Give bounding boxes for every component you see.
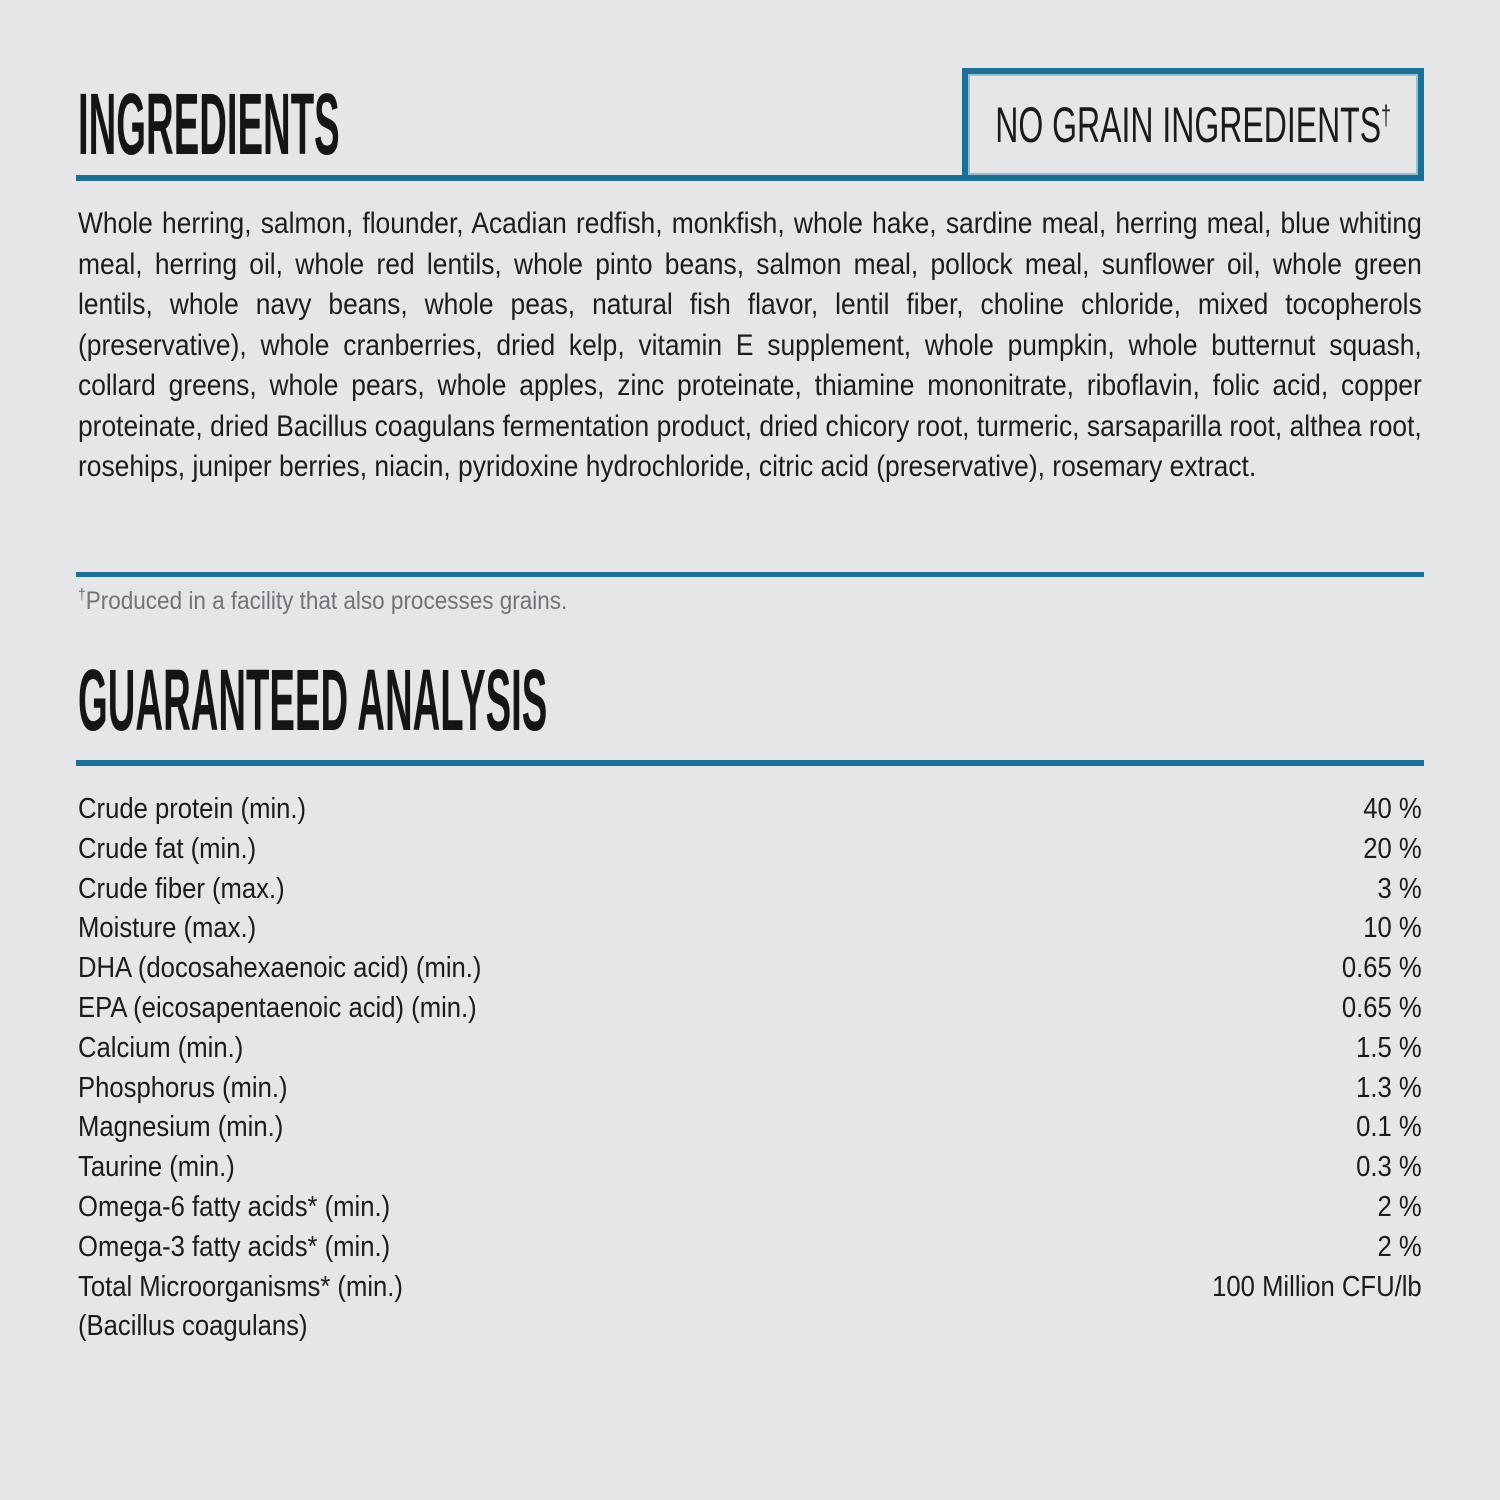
analysis-row-label: Taurine (min.) [78,1151,235,1184]
analysis-row-label: Crude fat (min.) [78,832,257,865]
analysis-row-label: EPA (eicosapentaenoic acid) (min.) [78,991,477,1024]
ingredients-paragraph: Whole herring, salmon, flounder, Acadian redfish, monkfish, whole hake, sardine meal, herring meal, blue whiting meal, herring oil, whole red lentils, whole pinto beans, salmon meal, pollock meal, sunflower oil, whole green lentils, whole navy beans, whole peas, natural fish flavor, lentil fiber, choline chloride, mixed tocopherols (preservative), whole cranberries, dried kelp, vitamin E supplement, whole pumpkin, whole butternut squash, collard greens, whole pears, whole apples, zinc proteinate, thiamine mononitrate, riboflavin, folic acid, copper proteinate, dried Bacillus coagulans fermentation product, dried chicory root, turmeric, sarsaparilla root, althea root, rosehips, juniper berries, niacin, pyridoxine hydrochloride, citric acid (preservative), rosemary extract. [78,207,1422,483]
analysis-row-value: 0.65 % [1341,991,1422,1024]
footnote-divider-rule [76,572,1424,577]
analysis-row-label: Omega-6 fatty acids* (min.) [78,1190,391,1223]
analysis-row [78,1069,1422,1109]
analysis-row [78,790,1422,830]
analysis-row-label: Crude fiber (max.) [78,872,285,905]
guaranteed-analysis-title [78,652,1145,749]
analysis-row-value: 0.1 % [1356,1111,1422,1144]
analysis-row [78,1307,1422,1347]
no-grain-badge [962,68,1424,181]
analysis-row-label: Omega-3 fatty acids* (min.) [78,1230,391,1263]
ingredients-underline-rule [76,175,1424,181]
analysis-row-value: 100 Million CFU/lb [1212,1270,1422,1303]
dagger-superscript: † [1381,98,1391,130]
analysis-row [78,830,1422,870]
analysis-row-value: 0.3 % [1356,1151,1422,1184]
analysis-row [78,870,1422,910]
analysis-row-label: Calcium (min.) [78,1031,244,1064]
ingredients-title [78,76,673,173]
analysis-row [78,949,1422,989]
analysis-row-value: 2 % [1377,1230,1422,1263]
analysis-row [78,989,1422,1029]
no-grain-badge-text [995,96,1391,153]
guaranteed-analysis-underline-rule [76,760,1424,766]
analysis-row-value: 0.65 % [1341,952,1422,985]
analysis-row-label: DHA (docosahexaenoic acid) (min.) [78,952,482,985]
analysis-row [78,1268,1422,1308]
footnote-text: Produced in a facility that also processes grains. [85,587,568,615]
analysis-row [78,1228,1422,1268]
analysis-row-value: 10 % [1363,912,1422,945]
analysis-row-value: 1.5 % [1356,1031,1422,1064]
guaranteed-analysis-title-text: GUARANTEED ANALYSIS [78,652,548,749]
analysis-row-value: 1.3 % [1356,1071,1422,1104]
no-grain-badge-label: NO GRAIN INGREDIENTS [995,96,1382,153]
analysis-row-value: 2 % [1377,1190,1422,1223]
analysis-row-value: 3 % [1377,872,1422,905]
ingredients-title-text: INGREDIENTS [78,76,340,173]
analysis-row-value: 40 % [1363,793,1422,825]
analysis-row-value: 20 % [1363,832,1422,865]
analysis-row-label: Phosphorus (min.) [78,1071,288,1104]
analysis-row-label: (Bacillus coagulans) [78,1310,308,1343]
analysis-row-label: Moisture (max.) [78,912,257,945]
analysis-row-label: Total Microorganisms* (min.) [78,1270,403,1303]
analysis-row [78,1188,1422,1228]
analysis-row [78,1148,1422,1188]
analysis-row [78,1029,1422,1069]
analysis-row [78,909,1422,949]
grain-facility-footnote [78,586,1428,616]
analysis-row-label: Magnesium (min.) [78,1111,284,1144]
footnote-dagger: † [78,586,86,604]
guaranteed-analysis-table [78,790,1422,1347]
analysis-row [78,1108,1422,1148]
analysis-row-label: Crude protein (min.) [78,793,307,825]
